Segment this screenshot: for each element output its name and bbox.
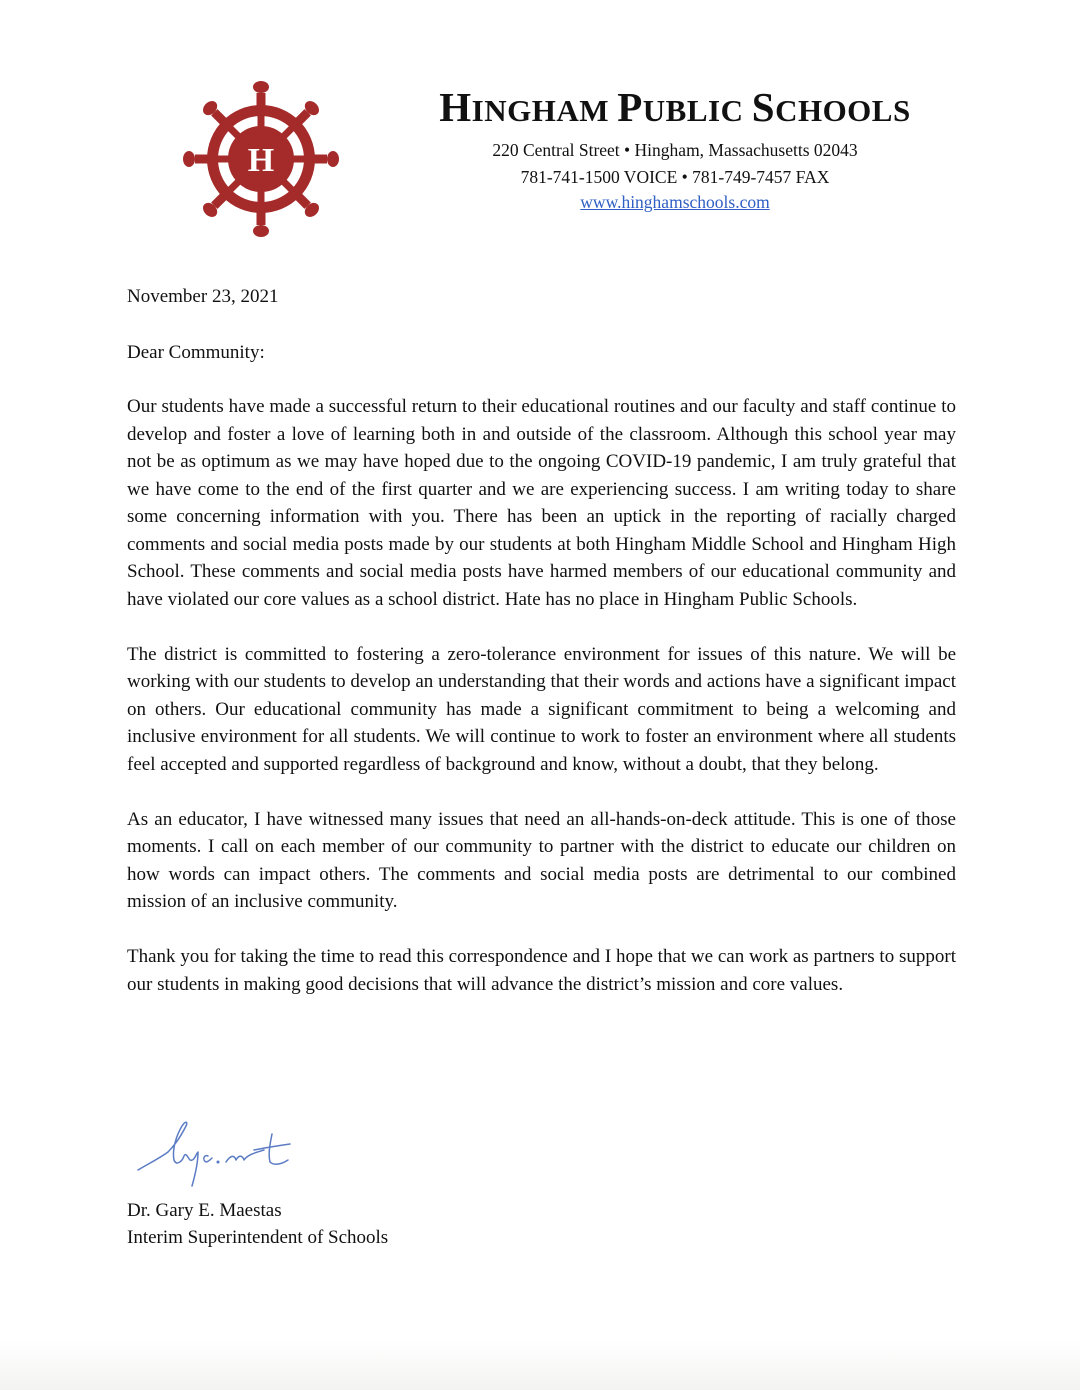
signer-name: Dr. Gary E. Maestas: [127, 1200, 282, 1221]
org-name-initial: S: [751, 84, 776, 130]
paragraph-4: Thank you for taking the time to read this correspondence and I hope that we can work as partners to support our students in making good decisions that will advance the district’s mission and core values.: [127, 946, 956, 995]
paragraph-2: The district is committed to fostering a zero-tolerance environment for issues of this nature. We will be working with our students to develop an understanding that their words and actions have a significant impact on others. Our educational community has made a significant commitment to being a welcoming and inclusive environment for all students. We will continue to work to foster an environment where all students feel accepted and supported regardless of background and know, without a doubt, that they belong.: [127, 643, 956, 775]
org-name-initial: P: [617, 84, 643, 130]
paragraph-1: Our students have made a successful return to their educational routines and our faculty and staff continue to develop and foster a love of learning both in and outside of the classroom. Although this school year may not be as optimum as we may have hoped due to the ongoing COVID-19 pandemic, I am truly grateful that we have come to the end of the first quarter and we are experiencing success. I am writing today to share some concerning information with you. There has been an uptick in the reporting of racially charged comments and social media posts made by our students at both Hingham Middle School and Hingham High School. These comments and social media posts have harmed members of our educational community and have violated our core values as a school district. Hate has no place in Hingham Public Schools.: [127, 396, 956, 610]
organization-name: HINGHAM PUBLIC SCHOOLS: [439, 84, 911, 130]
signer-title: Interim Superintendent of Schools: [127, 1227, 389, 1248]
letterhead: [410, 84, 940, 213]
page-bottom-shadow: [0, 1340, 1080, 1390]
org-name-initial: H: [439, 84, 472, 130]
ship-wheel-logo-icon: [180, 78, 342, 240]
paragraph-3: As an educator, I have witnessed many issues that need an all-hands-on-deck attitude. This is one of those moments. I call on each member of our community to partner with the district to educate our children on how words can impact others. The comments and social media posts are detrimental to our combined mission of an inclusive community.: [127, 808, 956, 912]
letter-date: November 23, 2021: [127, 286, 279, 307]
website-link[interactable]: www.hinghamschools.com: [580, 192, 770, 212]
phone-fax-line: 781-741-1500 VOICE • 781-749-7457 FAX: [520, 167, 830, 187]
letter-body: [127, 283, 956, 1026]
signature-block: [127, 1197, 388, 1251]
address-line: 220 Central Street • Hingham, Massachusetts 02043: [492, 140, 858, 160]
handwritten-signature-icon: [134, 1114, 304, 1194]
salutation: Dear Community:: [127, 341, 265, 363]
logo-letter: H: [247, 142, 275, 179]
